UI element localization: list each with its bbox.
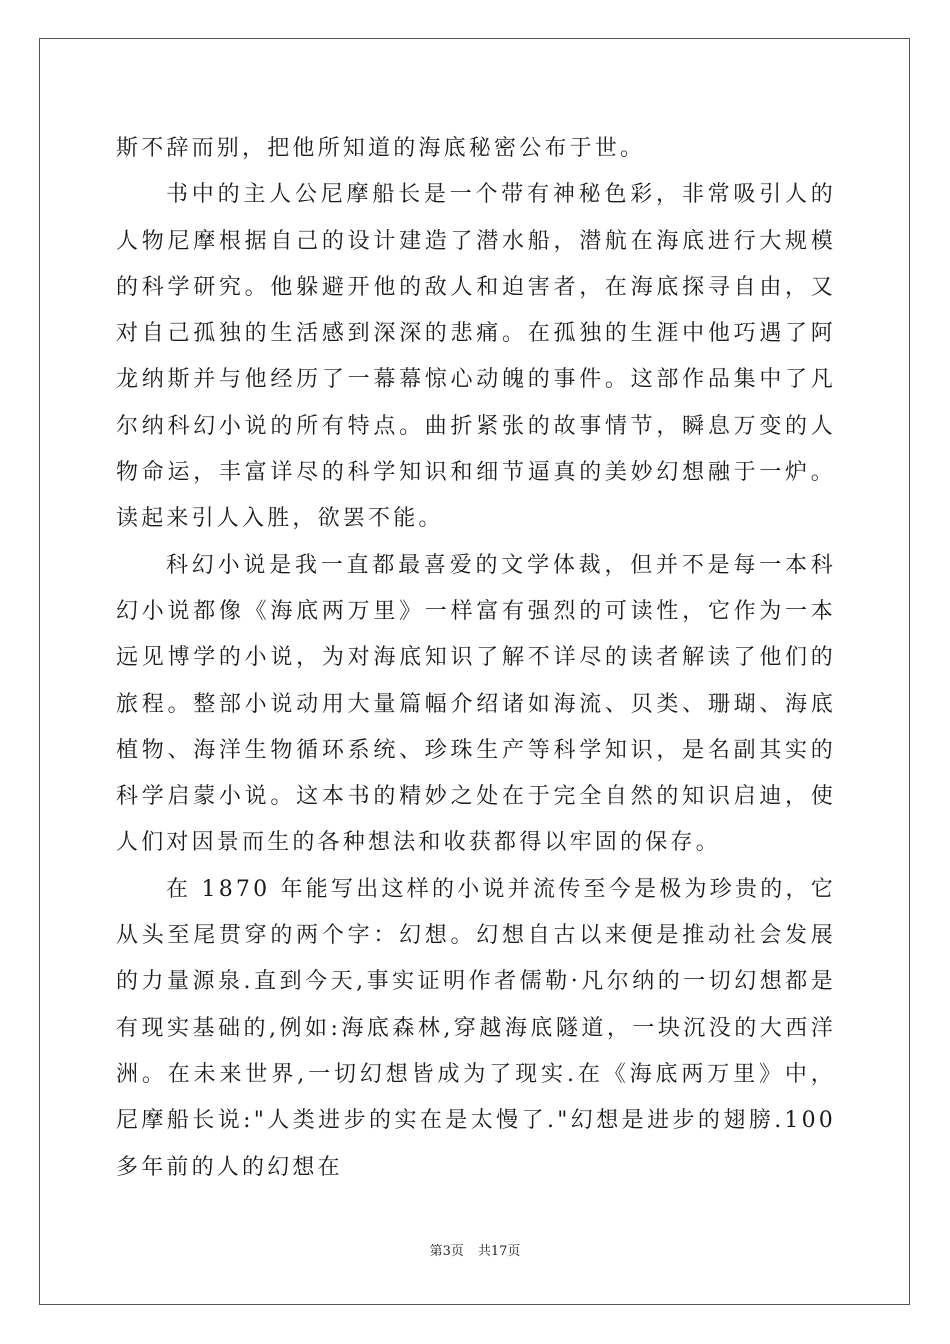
document-body — [116, 126, 836, 1191]
page-total: 共17页 — [477, 1244, 521, 1259]
page-footer — [0, 1240, 950, 1259]
page-number: 第3页 — [429, 1244, 464, 1259]
paragraph-2: 书中的主人公尼摩船长是一个带有神秘色彩，非常吸引人的人物尼摩根据自己的设计建造了潜水船，潜航在海底进行大规模的科学研究。他躲避开他的敌人和迫害者，在海底探寻自由，又对自己孤独的生活感到深深的悲痛。在孤独的生涯中他巧遇了阿龙纳斯并与他经历了一幕幕惊心动魄的事件。这部作品集中了凡尔纳科幻小说的所有特点。曲折紧张的故事情节，瞬息万变的人物命运，丰富详尽的科学知识和细节逼真的美妙幻想融于一炉。读起来引人入胜，欲罢不能。 — [116, 182, 836, 532]
paragraph-3: 科幻小说是我一直都最喜爱的文学体裁，但并不是每一本科幻小说都像《海底两万里》一样富有强烈的可读性，它作为一本远见博学的小说，为对海底知识了解不详尽的读者解读了他们的旅程。整部小说动用大量篇幅介绍诸如海流、贝类、珊瑚、海底植物、海洋生物循环系统、珍珠生产等科学知识，是名副其实的科学启蒙小说。这本书的精妙之处在于完全自然的知识启迪，使人们对因景而生的各种想法和收获都得以牢固的保存。 — [116, 552, 836, 856]
paragraph-1: 斯不辞而别，把他所知道的海底秘密公布于世。 — [116, 136, 646, 161]
paragraph-4: 在 1870 年能写出这样的小说并流传至今是极为珍贵的，它从头至尾贯穿的两个字：幻想。幻想自古以来便是推动社会发展的力量源泉.直到今天,事实证明作者儒勒·凡尔纳的一切幻想都是有现实基础的,例如:海底森林,穿越海底隧道，一块沉没的大西洋洲。在未来世界,一切幻想皆成为了现实.在《海底两万里》中，尼摩船长说:"人类进步的实在是太慢了."幻想是进步的翅膀.100 多年前的人的幻想在 — [116, 876, 836, 1180]
